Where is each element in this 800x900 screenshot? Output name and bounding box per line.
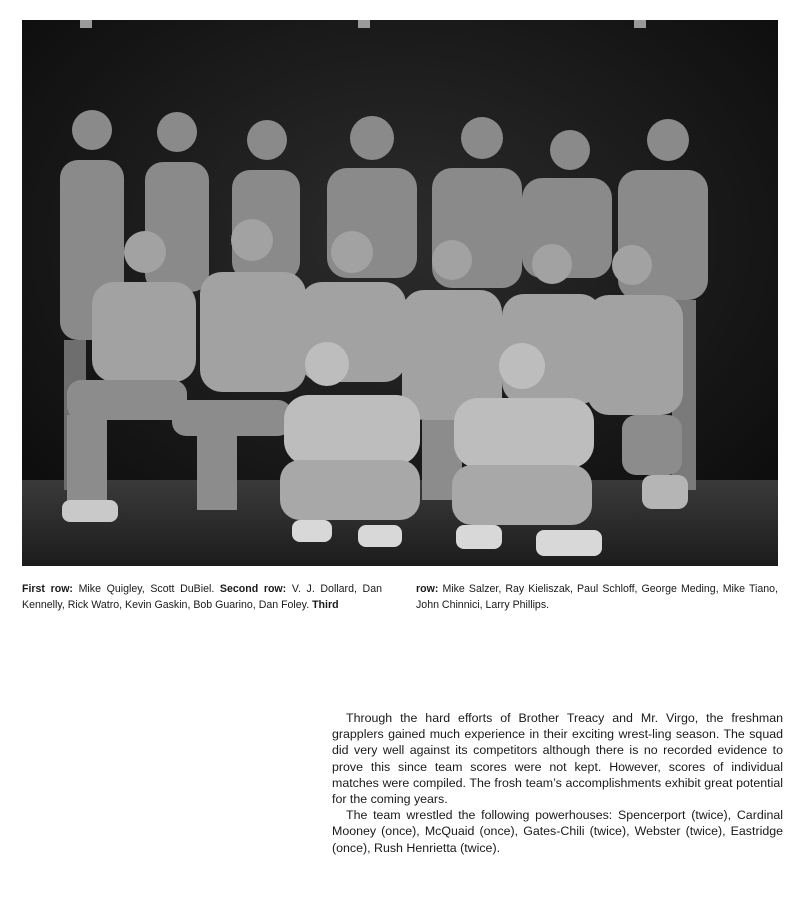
article-paragraph-1: Through the hard efforts of Brother Treacy and Mr. Virgo, the freshman grapplers gained much experience in their exciting wrest-ling season. The squad did very well against its competitors although there is no recorded evidence to prove this since team scores were not kept. However, scores of individual matches were compiled. The frosh team’s accomplishments exhibit great potential for the coming years.: [332, 711, 783, 807]
article-body: [332, 710, 783, 856]
third-row-label-end: row:: [416, 583, 439, 595]
article-paragraph-2: The team wrestled the following powerhouses: Spencerport (twice), Cardinal Mooney (once), McQuaid (once), Gates-Chili (twice), Webster (twice), Eastridge (once), Rush Henrietta (twice).: [332, 808, 783, 855]
photo-caption-left: [22, 581, 382, 613]
first-row-names: Mike Quigley, Scott DuBiel.: [72, 583, 220, 595]
photo-caption-right: [416, 581, 778, 613]
first-row-label: First row:: [22, 583, 73, 595]
third-row-names: Mike Salzer, Ray Kieliszak, Paul Schloff, George Meding, Mike Tiano, John Chinnici, Larry Phillips.: [416, 583, 778, 611]
second-row-label: Second row:: [219, 583, 287, 595]
team-photo: [22, 20, 778, 566]
team-photo-illustration: [22, 20, 778, 566]
second-row-names: V. J. Dollard, Dan Kennelly, Rick Watro, Kevin Gaskin, Bob Guarino, Dan Foley.: [22, 583, 382, 611]
third-row-label-start: Third: [312, 599, 339, 611]
